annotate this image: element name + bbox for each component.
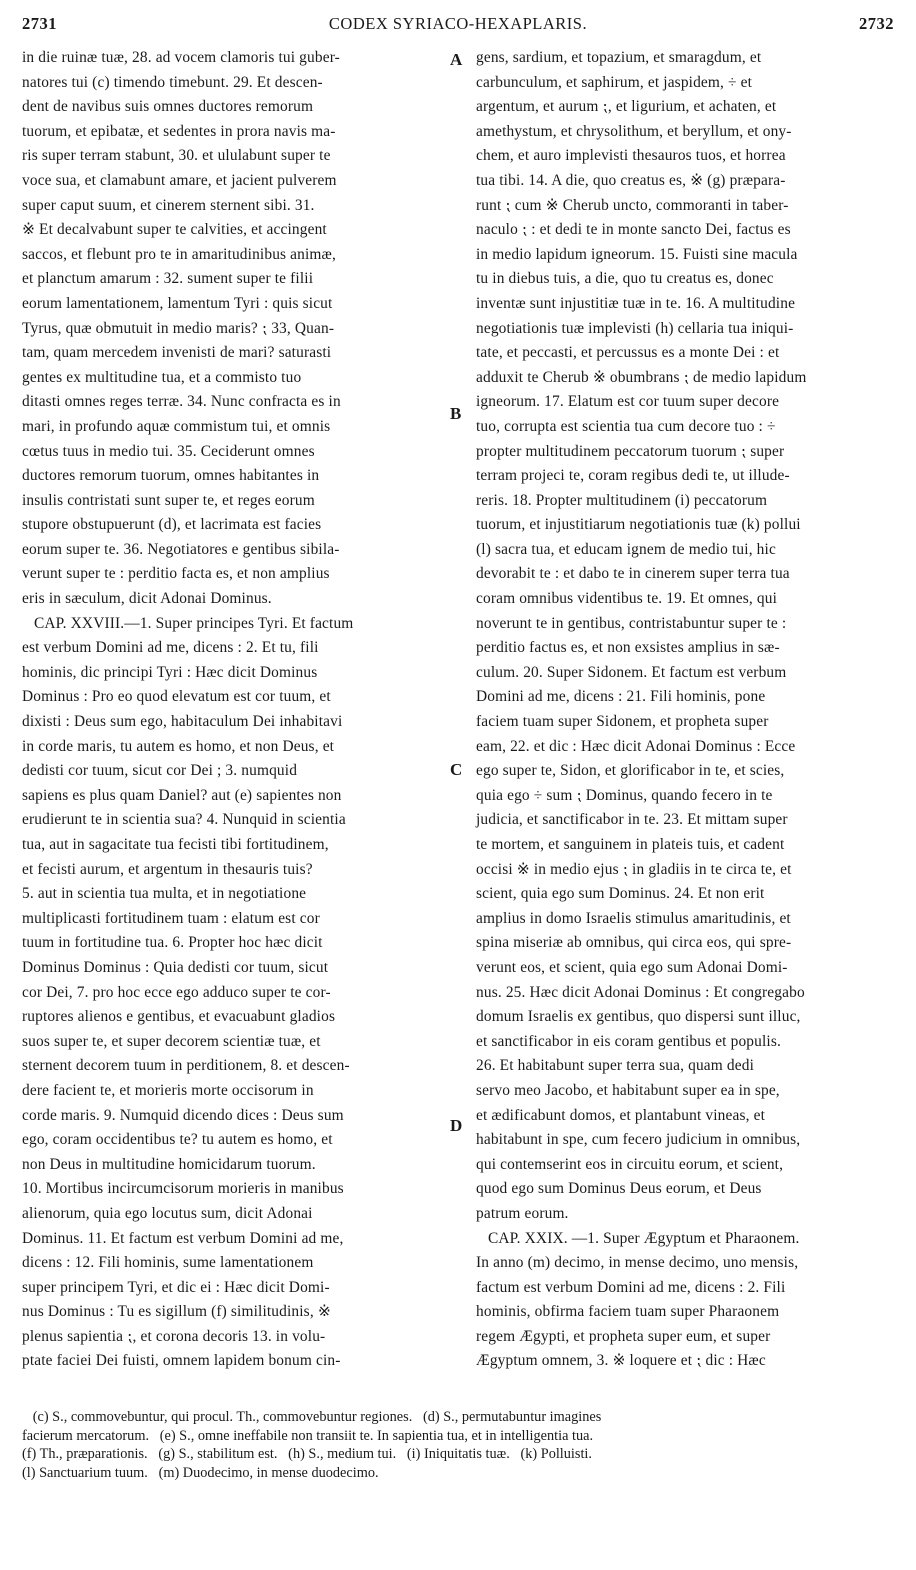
text-line: 26. Et habitabunt super terra sua, quam dedi xyxy=(476,1057,754,1075)
text-line: ※ Et decalvabunt super te calvities, et accingent xyxy=(22,221,327,239)
footnote-line: (f) Th., præparationis. (g) S., stabilitum est. (h) S., medium tui. (i) Iniquitatis tuæ. (k) Polluisti. xyxy=(22,1446,592,1462)
text-line: propter multitudinem peccatorum tuorum ⁏ super xyxy=(476,442,785,460)
text-line: ris super terram stabunt, 30. et ululabunt super te xyxy=(22,147,331,165)
text-line: In anno (m) decimo, in mense decimo, uno mensis, xyxy=(476,1254,799,1272)
text-line: tuorum, et epibatæ, et sedentes in prora navis ma- xyxy=(22,122,336,140)
text-line: dere facient te, et morieris morte occisorum in xyxy=(22,1081,314,1099)
text-line: inventæ sunt injustitiæ tuæ in te. 16. A multitudine xyxy=(476,294,796,312)
text-line: eorum super te. 36. Negotiatores e gentibus sibila- xyxy=(22,540,340,558)
text-line: suos super te, et super decorem scientiæ tuæ, et xyxy=(22,1032,321,1050)
text-line: verunt eos, et scient, quia ego sum Adonai Domi- xyxy=(476,958,788,976)
text-line: et planctum amarum : 32. sument super te filii xyxy=(22,270,314,288)
text-line: et ædificabunt domos, et plantabunt vineas, et xyxy=(476,1106,765,1124)
text-line: ego super te, Sidon, et glorificabor in te, et scies, xyxy=(476,762,785,780)
text-line: et fecisti aurum, et argentum in thesauris tuis? xyxy=(22,860,313,878)
text-line: spina miseriæ ab omnibus, qui circa eos, qui spre- xyxy=(476,934,792,952)
text-line: super principem Tyri, et dic ei : Hæc dicit Domi- xyxy=(22,1278,330,1296)
text-line: eorum lamentationem, lamentum Tyri : quis sicut xyxy=(22,294,333,312)
text-line: adduxit te Cherub ※ obumbrans ⁏ de medio lapidum xyxy=(476,368,807,386)
section-marker-b: B xyxy=(450,404,462,423)
footnote-line: facierum mercatorum. (e) S., omne ineffabile non transiit te. In sapientia tua, et in intelligentia tua. xyxy=(22,1427,594,1444)
text-line: carbunculum, et saphirum, et jaspidem, ÷ et xyxy=(476,73,753,91)
text-line: voce sua, et clamabunt amare, et jacient pulverem xyxy=(22,171,337,189)
text-line: cœtus tuus in medio tui. 35. Ceciderunt omnes xyxy=(22,442,315,460)
text-line: sternent decorem tuum in perditionem, 8. et descen- xyxy=(22,1057,350,1075)
text-line: mari, in profundo aquæ commistum tui, et omnis xyxy=(22,417,331,435)
text-line: tuo, corrupta est scientia tua cum decore tuo : ÷ xyxy=(476,417,776,435)
text-line: igneorum. 17. Elatum est cor tuum super decore xyxy=(476,393,780,411)
text-line: Ægyptum omnem, 3. ※ loquere et ⁏ dic : Hæc xyxy=(476,1352,766,1370)
text-line: noverunt te in gentibus, contristabuntur super te : xyxy=(476,614,787,632)
text-line: ductores remorum tuorum, omnes habitantes in xyxy=(22,467,320,485)
text-line: tam, quam mercedem invenisti de mari? saturasti xyxy=(22,344,332,362)
text-line: in die ruinæ tuæ, 28. ad vocem clamoris tui guber- xyxy=(22,49,340,66)
text-line: factum est verbum Domini ad me, dicens : 2. Fili xyxy=(476,1278,786,1296)
text-line: dicens : 12. Fili hominis, sume lamentationem xyxy=(22,1254,314,1272)
text-line: sapiens es plus quam Daniel? aut (e) sapientes non xyxy=(22,786,342,804)
text-line: dent de navibus suis omnes ductores remorum xyxy=(22,98,314,116)
text-line: Dominus. 11. Et factum est verbum Domini ad me, xyxy=(22,1229,344,1247)
text-line: super caput suum, et cinerem sternent sibi. 31. xyxy=(22,196,315,214)
text-line: nus Dominus : Tu es sigillum (f) similitudinis, ※ xyxy=(22,1303,331,1321)
text-line: nus. 25. Hæc dicit Adonai Dominus : Et congregabo xyxy=(476,983,805,1001)
text-line: patrum eorum. xyxy=(476,1204,569,1222)
text-line: quod ego sum Dominus Deus eorum, et Deus xyxy=(476,1180,762,1198)
text-line: natores tui (c) timendo timebunt. 29. Et descen- xyxy=(22,73,323,91)
section-marker-d: D xyxy=(450,1116,463,1135)
text-line: ruptores alienos e gentibus, et evacuabunt gladios xyxy=(22,1008,336,1026)
text-line: (l) sacra tua, et educam ignem de medio tui, hic xyxy=(476,540,776,558)
text-line: perditio factus es, et non exsistes amplius in sæ- xyxy=(476,639,780,657)
left-column xyxy=(22,46,442,1374)
text-line: occisi ※ in medio ejus ⁏ in gladiis in te circa te, et xyxy=(476,860,792,878)
text-line: culum. 20. Super Sidonem. Et factum est verbum xyxy=(476,663,787,681)
text-line: regem Ægypti, et propheta super eum, et super xyxy=(476,1327,771,1345)
section-marker-c: C xyxy=(450,760,463,779)
text-line: judicia, et sanctificabor in te. 23. Et mittam super xyxy=(476,811,788,829)
text-line: coram omnibus videntibus te. 19. Et omnes, qui xyxy=(476,590,777,608)
right-column xyxy=(476,46,896,1374)
text-line: runt ⁏ cum ※ Cherub uncto, commoranti in taber- xyxy=(476,196,789,214)
text-line: verunt super te : perditio facta es, et non amplius xyxy=(22,565,330,583)
text-line: cor Dei, 7. pro hoc ecce ego adduco super te cor- xyxy=(22,983,331,1001)
text-line: amethystum, et chrysolithum, et beryllum, et ony- xyxy=(476,122,792,140)
text-line: faciem tuam super Sidonem, et propheta super xyxy=(476,713,769,731)
text-line: naculo ⁏ : et dedi te in monte sancto Dei, factus es xyxy=(476,221,791,239)
page-number-right: 2732 xyxy=(859,14,894,33)
text-line: tate, et peccasti, et percussus es a monte Dei : et xyxy=(476,344,780,362)
text-line: corde maris. 9. Numquid dicendo dices : Deus sum xyxy=(22,1106,344,1124)
text-line: 10. Mortibus incircumcisorum morieris in manibus xyxy=(22,1180,344,1198)
text-line: tua tibi. 14. A die, quo creatus es, ※ (g) præpara- xyxy=(476,171,786,189)
text-line: ditasti omnes reges terræ. 34. Nunc confracta es in xyxy=(22,393,341,411)
text-line: tuum in fortitudine tua. 6. Propter hoc hæc dicit xyxy=(22,934,323,952)
page-header xyxy=(22,14,894,38)
text-line: eam, 22. et dic : Hæc dicit Adonai Dominus : Ecce xyxy=(476,737,796,755)
text-line: qui contemserint eos in circuitu eorum, et scient, xyxy=(476,1155,784,1173)
text-line: non Deus in multitudine homicidarum tuorum. xyxy=(22,1155,316,1173)
page-number-left: 2731 xyxy=(22,14,57,33)
text-line: amplius in domo Israelis stimulus amaritudinis, et xyxy=(476,909,791,927)
text-line: 5. aut in scientia tua multa, et in negotiatione xyxy=(22,885,307,903)
text-line: Tyrus, quæ obmutuit in medio maris? ⁏ 33, Quan- xyxy=(22,319,335,337)
text-line: stupore obstupuerunt (d), et lacrimata est facies xyxy=(22,516,322,534)
text-line: CAP. XXVIII.—1. Super principes Tyri. Et factum xyxy=(22,614,354,632)
text-line: ego, coram occidentibus te? tu autem es homo, et xyxy=(22,1131,333,1149)
text-line: devorabit te : et dabo te in cinerem super terra tua xyxy=(476,565,790,583)
text-line: domum Israelis ex gentibus, quo dispersi sunt illuc, xyxy=(476,1008,801,1026)
text-line: est verbum Domini ad me, dicens : 2. Et tu, fili xyxy=(22,639,319,657)
text-line: ptate faciei Dei fuisti, omnem lapidem bonum cin- xyxy=(22,1352,341,1370)
text-line: dixisti : Deus sum ego, habitaculum Dei inhabitavi xyxy=(22,713,343,731)
section-marker-a: A xyxy=(450,50,463,69)
text-line: scient, quia ego sum Dominus. 24. Et non erit xyxy=(476,885,765,903)
text-line: in corde maris, tu autem es homo, et non Deus, et xyxy=(22,737,335,755)
text-line: tuorum, et injustitiarum negotiationis tuæ (k) pollui xyxy=(476,516,801,534)
text-line: quia ego ÷ sum ⁏ Dominus, quando fecero in te xyxy=(476,786,773,804)
text-line: gentes ex multitudine tua, et a commisto tuo xyxy=(22,368,302,386)
text-line: et sanctificabor in eis coram gentibus et populis. xyxy=(476,1032,781,1050)
text-line: dedisti cor tuum, sicut cor Dei ; 3. numquid xyxy=(22,762,298,780)
text-line: te mortem, et sanguinem in plateis tuis, et cadent xyxy=(476,836,785,853)
text-line: terram projeci te, coram regibus dedi te, ut illude- xyxy=(476,467,790,485)
text-line: Dominus : Pro eo quod elevatum est cor tuum, et xyxy=(22,688,331,706)
text-line: Dominus Dominus : Quia dedisti cor tuum, sicut xyxy=(22,958,329,976)
text-line: gens, sardium, et topazium, et smaragdum, et xyxy=(476,49,762,66)
text-line: chem, et auro implevisti thesauros tuos, et horrea xyxy=(476,147,786,165)
text-line: hominis, obfirma faciem tuam super Pharaonem xyxy=(476,1303,780,1321)
text-line: argentum, et aurum ⁏, et ligurium, et achaten, et xyxy=(476,98,777,116)
text-line: tu in diebus tuis, a die, quo tu creatus es, donec xyxy=(476,270,774,288)
text-line: eris in sæculum, dicit Adonai Dominus. xyxy=(22,590,272,608)
text-line: alienorum, quia ego locutus sum, dicit Adonai xyxy=(22,1204,313,1222)
text-line: hominis, dic principi Tyri : Hæc dicit Dominus xyxy=(22,663,318,681)
text-line: Domini ad me, dicens : 21. Fili hominis, pone xyxy=(476,688,766,706)
text-line: multiplicasti fortitudinem tuam : elatum est cor xyxy=(22,909,320,927)
text-line: saccos, et flebunt pro te in amaritudinibus animæ, xyxy=(22,245,336,263)
footnotes xyxy=(22,1408,894,1482)
text-line: in medio lapidum igneorum. 15. Fuisti sine macula xyxy=(476,245,798,263)
text-line: tua, aut in sagacitate tua fecisti tibi fortitudinem, xyxy=(22,836,329,853)
text-line: insulis contristati sunt super te, et reges eorum xyxy=(22,491,315,509)
text-line: erudierunt te in scientia sua? 4. Nunquid in scientia xyxy=(22,811,346,829)
text-line: reris. 18. Propter multitudinem (i) peccatorum xyxy=(476,491,768,509)
text-line: negotiationis tuæ implevisti (h) cellaria tua iniqui- xyxy=(476,319,794,337)
footnote-line: (l) Sanctuarium tuum. (m) Duodecimo, in mense duodecimo. xyxy=(22,1464,379,1481)
text-line: plenus sapientia ⁏, et corona decoris 13. in volu- xyxy=(22,1327,326,1345)
text-line: servo meo Jacobo, et habitabunt super ea in spe, xyxy=(476,1081,780,1099)
text-line: CAP. XXIX. —1. Super Ægyptum et Pharaonem. xyxy=(476,1229,800,1247)
running-title: CODEX SYRIACO-HEXAPLARIS. xyxy=(328,14,588,33)
text-line: habitabunt in spe, cum fecero judicium in omnibus, xyxy=(476,1131,801,1149)
footnote-line: (c) S., commovebuntur, qui procul. Th., commovebuntur regiones. (d) S., permutabuntur imagines xyxy=(22,1409,602,1425)
